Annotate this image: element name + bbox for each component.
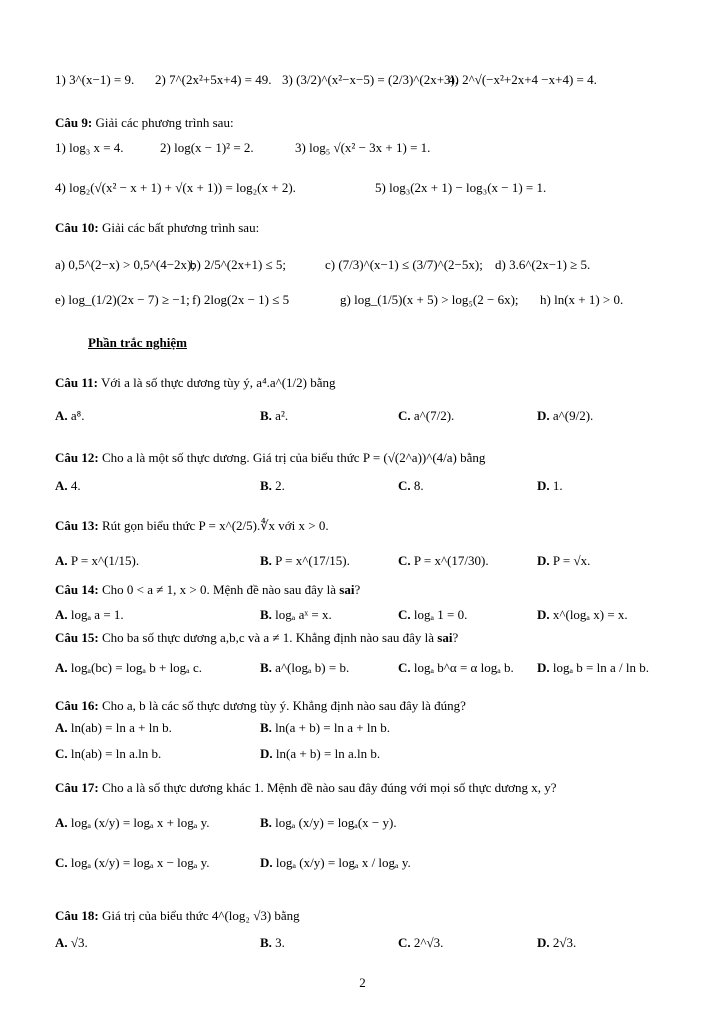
q12-text: Cho a là một số thực dương. Giá trị của biểu thức P = (√(2^a))^(4/a) bằng <box>101 450 486 465</box>
q14-end: ? <box>354 582 361 597</box>
q15-option-a-key: A. <box>55 660 68 675</box>
q16-option-d-text: ln(a + b) = ln a.ln b. <box>275 746 381 761</box>
q12-option-d <box>537 478 563 494</box>
q10-ineq-a: a) 0,5^(2−x) > 0,5^(4−2x); <box>55 257 195 272</box>
q13-option-c <box>398 553 489 569</box>
q13-option-a <box>55 553 139 569</box>
q14-option-c-text: logₐ 1 = 0. <box>413 607 468 622</box>
q12-option-c-text: 8. <box>413 478 424 493</box>
q17-text: Cho a là số thực dương khác 1. Mệnh đề nào sau đây đúng với mọi số thực dương x, y? <box>101 780 557 795</box>
q12-question <box>55 450 485 466</box>
q13-option-b <box>260 553 350 569</box>
q16-option-b-text: ln(a + b) = ln a + ln b. <box>275 720 390 735</box>
q9-eq-5: 5) log₃(2x + 1) − log₃(x − 1) = 1. <box>375 180 547 195</box>
q15-option-c-key: C. <box>398 660 411 675</box>
q11-option-a <box>55 408 84 424</box>
q16-option-d-key: D. <box>260 746 273 761</box>
q10-heading <box>55 220 259 236</box>
q8-item-3: 3) (3/2)^(x²−x−5) = (2/3)^(2x+3). <box>282 72 459 87</box>
q8-item-1: 1) 3^(x−1) = 9. <box>55 72 135 87</box>
q9-eq-3: 3) log₅ √(x² − 3x + 1) = 1. <box>295 140 431 155</box>
q13-option-c-text: P = x^(17/30). <box>413 553 489 568</box>
q18-question <box>55 908 300 924</box>
q16-option-c-key: C. <box>55 746 68 761</box>
q14-option-d-text: x^(logₐ x) = x. <box>552 607 628 622</box>
q18-option-b-text: 3. <box>275 935 285 950</box>
q16-option-d <box>260 746 380 762</box>
q15-option-a <box>55 660 202 676</box>
q15-option-d <box>537 660 649 676</box>
q10-ineq-d: d) 3.6^(2x−1) ≥ 5. <box>495 257 591 272</box>
q18-option-a-key: A. <box>55 935 68 950</box>
q15-option-d-text: logₐ b = ln a / ln b. <box>552 660 649 675</box>
q16-option-a-text: ln(ab) = ln a + ln b. <box>70 720 172 735</box>
q14-option-b-key: B. <box>260 607 272 622</box>
q18-option-c-text: 2^√3. <box>413 935 444 950</box>
q16-option-c <box>55 746 161 762</box>
q12-option-c <box>398 478 424 494</box>
q9-text: Giải các phương trình sau: <box>95 115 234 130</box>
q12-option-a <box>55 478 81 494</box>
q9-eq-2: 2) log(x − 1)² = 2. <box>160 140 254 155</box>
q17-option-a-key: A. <box>55 815 68 830</box>
q11-option-a-text: a⁸. <box>70 408 85 423</box>
q17-option-c-text: logₐ (x/y) = logₐ x − logₐ y. <box>70 855 210 870</box>
q11-question <box>55 375 336 391</box>
q13-option-a-text: P = x^(1/15). <box>70 553 140 568</box>
q16-text: Cho a, b là các số thực dương tùy ý. Khẳng định nào sau đây là đúng? <box>101 698 466 713</box>
q12-option-c-key: C. <box>398 478 411 493</box>
q16-option-a <box>55 720 172 736</box>
q11-option-b-text: a². <box>275 408 289 423</box>
q15-option-a-text: logₐ(bc) = logₐ b + logₐ c. <box>70 660 203 675</box>
q14-option-b-text: logₐ aˣ = x. <box>275 607 332 622</box>
q14-bold-word: sai <box>339 582 355 597</box>
q12-option-d-key: D. <box>537 478 550 493</box>
q15-option-c <box>398 660 514 676</box>
q17-option-c <box>55 855 209 871</box>
q11-option-d <box>537 408 593 424</box>
section-heading: Phần trắc nghiệm <box>88 335 187 350</box>
q15-option-b-text: a^(logₐ b) = b. <box>275 660 350 675</box>
q15-option-b <box>260 660 349 676</box>
q14-option-d-key: D. <box>537 607 550 622</box>
q10-ineq-h: h) ln(x + 1) > 0. <box>540 292 624 307</box>
q13-question <box>55 518 329 534</box>
q17-option-a-text: logₐ (x/y) = logₐ x + logₐ y. <box>70 815 210 830</box>
q13-title: Câu 13: <box>55 518 99 533</box>
q8-item-4: 4) 2^√(−x²+2x+4 −x+4) = 4. <box>448 72 597 87</box>
q14-option-b <box>260 607 332 623</box>
q14-text: Cho 0 < a ≠ 1, x > 0. Mệnh đề nào sau đây là <box>101 582 337 597</box>
q15-question <box>55 630 458 646</box>
q17-option-b <box>260 815 397 831</box>
q13-option-d-key: D. <box>537 553 550 568</box>
q18-option-d-text: 2√3. <box>552 935 577 950</box>
q9-eq-1: 1) log₃ x = 4. <box>55 140 124 155</box>
q15-title: Câu 15: <box>55 630 99 645</box>
q17-question <box>55 780 557 796</box>
q16-option-b-key: B. <box>260 720 272 735</box>
q15-option-c-text: logₐ b^α = α logₐ b. <box>413 660 514 675</box>
q11-option-d-text: a^(9/2). <box>552 408 594 423</box>
q11-option-b <box>260 408 288 424</box>
q12-option-b-text: 2. <box>275 478 285 493</box>
q18-option-d <box>537 935 576 951</box>
q14-option-c <box>398 607 467 623</box>
q18-option-b-key: B. <box>260 935 272 950</box>
q15-bold-word: sai <box>437 630 453 645</box>
q14-option-a-text: logₐ a = 1. <box>70 607 124 622</box>
q15-text: Cho ba số thực dương a,b,c và a ≠ 1. Khẳng định nào sau đây là <box>101 630 435 645</box>
q12-option-d-text: 1. <box>552 478 563 493</box>
q11-option-d-key: D. <box>537 408 550 423</box>
q14-question <box>55 582 360 598</box>
q9-heading <box>55 115 234 131</box>
q17-option-a <box>55 815 209 831</box>
q13-option-d-text: P = √x. <box>552 553 591 568</box>
q11-option-b-key: B. <box>260 408 272 423</box>
q9-eq-4: 4) log₂(√(x² − x + 1) + √(x + 1)) = log₂(x + 2). <box>55 180 296 195</box>
q18-option-a <box>55 935 88 951</box>
q12-title: Câu 12: <box>55 450 99 465</box>
q9-title: Câu 9: <box>55 115 93 130</box>
q17-option-b-text: logₐ (x/y) = logₐ(x − y). <box>275 815 397 830</box>
q17-option-d-key: D. <box>260 855 273 870</box>
q12-option-a-text: 4. <box>70 478 81 493</box>
q10-ineq-g: g) log_(1/5)(x + 5) > log₅(2 − 6x); <box>340 292 519 307</box>
q17-option-b-key: B. <box>260 815 272 830</box>
q8-item-2: 2) 7^(2x²+5x+4) = 49. <box>155 72 272 87</box>
q13-option-b-text: P = x^(17/15). <box>275 553 350 568</box>
q17-option-d <box>260 855 411 871</box>
q10-ineq-f: f) 2log(2x − 1) ≤ 5 <box>192 292 290 307</box>
q12-option-a-key: A. <box>55 478 68 493</box>
q14-title: Câu 14: <box>55 582 99 597</box>
q10-text: Giải các bất phương trình sau: <box>101 220 260 235</box>
q14-option-c-key: C. <box>398 607 411 622</box>
q11-option-c <box>398 408 454 424</box>
q14-option-a <box>55 607 124 623</box>
q13-option-a-key: A. <box>55 553 68 568</box>
q16-title: Câu 16: <box>55 698 99 713</box>
q10-ineq-e: e) log_(1/2)(2x − 7) ≥ −1; <box>55 292 190 307</box>
q11-option-a-key: A. <box>55 408 68 423</box>
q17-option-c-key: C. <box>55 855 68 870</box>
q11-text: Với a là số thực dương tùy ý, a⁴.a^(1/2) bằng <box>101 375 336 390</box>
page-number: 2 <box>359 975 366 990</box>
q18-text: Giá trị của biểu thức 4^(log₂ √3) bằng <box>101 908 300 923</box>
q10-ineq-c: c) (7/3)^(x−1) ≤ (3/7)^(2−5x); <box>325 257 483 272</box>
q18-option-d-key: D. <box>537 935 550 950</box>
q18-title: Câu 18: <box>55 908 99 923</box>
q15-end: ? <box>452 630 459 645</box>
q15-option-d-key: D. <box>537 660 550 675</box>
q17-title: Câu 17: <box>55 780 99 795</box>
q14-option-a-key: A. <box>55 607 68 622</box>
q12-option-b <box>260 478 285 494</box>
q17-option-d-text: logₐ (x/y) = logₐ x / logₐ y. <box>275 855 411 870</box>
q11-title: Câu 11: <box>55 375 98 390</box>
q14-option-d <box>537 607 628 623</box>
q16-option-b <box>260 720 390 736</box>
q10-ineq-b: b) 2/5^(2x+1) ≤ 5; <box>190 257 287 272</box>
q16-option-a-key: A. <box>55 720 68 735</box>
q16-option-c-text: ln(ab) = ln a.ln b. <box>70 746 162 761</box>
q13-option-d <box>537 553 590 569</box>
q13-text: Rút gọn biểu thức P = x^(2/5).∜x với x > 0. <box>101 518 329 533</box>
q12-option-b-key: B. <box>260 478 272 493</box>
q16-question <box>55 698 466 714</box>
q11-option-c-text: a^(7/2). <box>413 408 455 423</box>
q11-option-c-key: C. <box>398 408 411 423</box>
q15-option-b-key: B. <box>260 660 272 675</box>
q13-option-c-key: C. <box>398 553 411 568</box>
q18-option-b <box>260 935 285 951</box>
q13-option-b-key: B. <box>260 553 272 568</box>
q18-option-a-text: √3. <box>70 935 88 950</box>
q18-option-c <box>398 935 443 951</box>
q18-option-c-key: C. <box>398 935 411 950</box>
q10-title: Câu 10: <box>55 220 99 235</box>
